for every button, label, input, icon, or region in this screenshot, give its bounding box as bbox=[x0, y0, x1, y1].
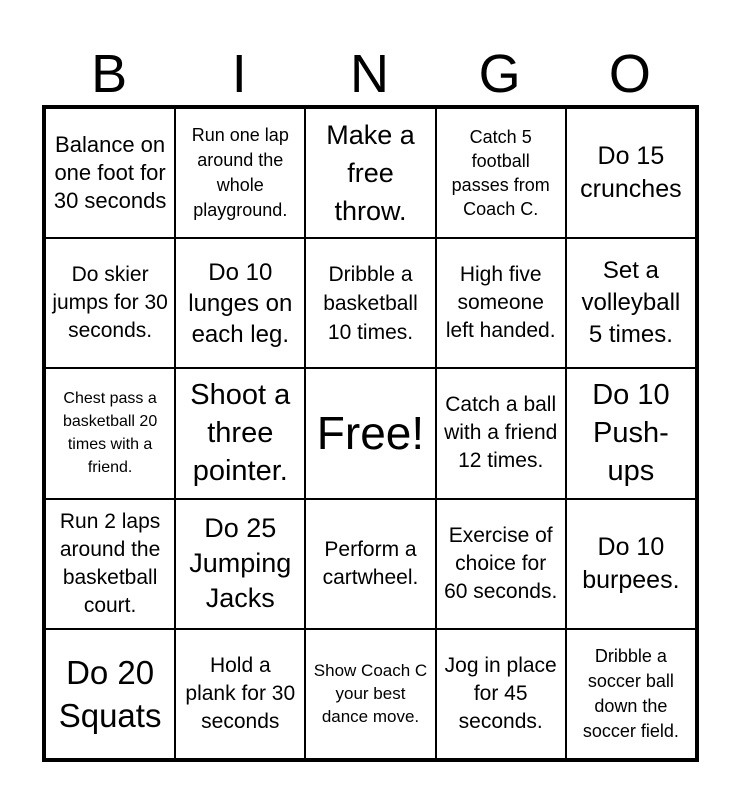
header-letter-o: O bbox=[608, 44, 651, 104]
cell-text: High five someone left handed. bbox=[445, 263, 556, 343]
bingo-cell[interactable] bbox=[305, 238, 435, 368]
header-letter-i: I bbox=[231, 44, 247, 104]
bingo-cell[interactable] bbox=[45, 499, 175, 629]
bingo-cell[interactable] bbox=[45, 108, 175, 238]
cell-text: Chest pass a basketball 20 times with a friend. bbox=[62, 390, 158, 477]
bingo-cell[interactable] bbox=[175, 629, 305, 759]
bingo-cell[interactable] bbox=[566, 368, 696, 498]
cell-text: Do 10 lunges on each leg. bbox=[188, 258, 293, 348]
cell-text: Dribble a basketball 10 times. bbox=[323, 262, 418, 344]
bingo-cell[interactable] bbox=[45, 629, 175, 759]
header-letter-g: G bbox=[478, 44, 521, 104]
cell-text: Do 10 burpees. bbox=[582, 532, 680, 594]
cell-text: Do 25 Jumping Jacks bbox=[189, 513, 292, 614]
bingo-cell[interactable] bbox=[175, 238, 305, 368]
bingo-header bbox=[44, 44, 695, 104]
cell-text: Dribble a soccer ball down the soccer field. bbox=[582, 645, 679, 741]
cell-text: Jog in place for 45 seconds. bbox=[444, 653, 557, 733]
bingo-cell[interactable] bbox=[305, 108, 435, 238]
bingo-cell[interactable] bbox=[175, 499, 305, 629]
bingo-cell[interactable] bbox=[436, 499, 566, 629]
cell-text: Run one lap around the whole playground. bbox=[191, 125, 289, 221]
bingo-cell[interactable] bbox=[45, 368, 175, 498]
cell-text: Do 15 crunches bbox=[580, 142, 682, 204]
cell-text: Catch 5 football passes from Coach C. bbox=[451, 127, 550, 220]
bingo-cell[interactable] bbox=[305, 368, 435, 498]
bingo-cell[interactable] bbox=[45, 238, 175, 368]
cell-text: Do 10 Push-ups bbox=[592, 379, 670, 488]
bingo-cell[interactable] bbox=[436, 368, 566, 498]
bingo-cell[interactable] bbox=[566, 238, 696, 368]
bingo-cell[interactable] bbox=[436, 238, 566, 368]
cell-text: Do 20 Squats bbox=[58, 653, 162, 734]
header-letter-n: N bbox=[349, 44, 389, 104]
cell-text: Exercise of choice for 60 seconds. bbox=[444, 523, 558, 603]
cell-text: Balance on one foot for 30 seconds bbox=[53, 132, 167, 214]
bingo-cell[interactable] bbox=[436, 629, 566, 759]
cell-text: Set a volleyball 5 times. bbox=[581, 257, 681, 349]
bingo-cell[interactable] bbox=[175, 108, 305, 238]
bingo-cell[interactable] bbox=[175, 368, 305, 498]
cell-text: Free! bbox=[316, 407, 425, 460]
cell-text: Show Coach C your best dance move. bbox=[313, 661, 428, 727]
cell-text: Hold a plank for 30 seconds bbox=[185, 653, 296, 733]
cell-text: Make a free throw. bbox=[326, 120, 415, 227]
bingo-cell[interactable] bbox=[566, 629, 696, 759]
bingo-cell[interactable] bbox=[305, 629, 435, 759]
bingo-board bbox=[42, 105, 699, 762]
bingo-cell[interactable] bbox=[436, 108, 566, 238]
header-letter-b: B bbox=[91, 44, 128, 104]
cell-text: Perform a cartwheel. bbox=[322, 537, 419, 589]
cell-text: Shoot a three pointer. bbox=[190, 379, 291, 488]
cell-text: Run 2 laps around the basketball court. bbox=[59, 509, 161, 617]
cell-text: Catch a ball with a friend 12 times. bbox=[444, 393, 558, 473]
bingo-cell[interactable] bbox=[305, 499, 435, 629]
cell-text: Do skier jumps for 30 seconds. bbox=[52, 263, 168, 343]
bingo-cell[interactable] bbox=[566, 499, 696, 629]
bingo-cell[interactable] bbox=[566, 108, 696, 238]
